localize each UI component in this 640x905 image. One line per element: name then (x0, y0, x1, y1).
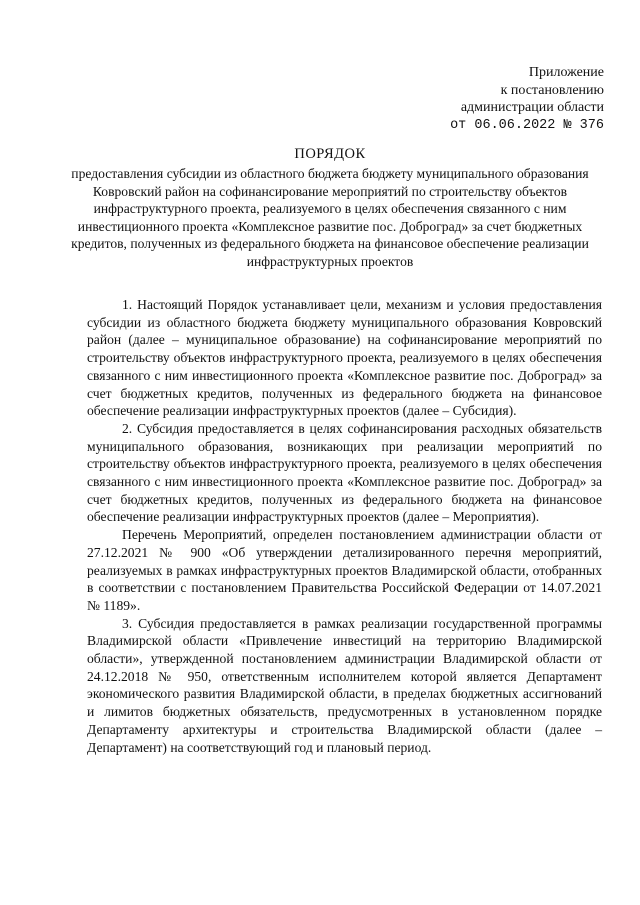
appendix-decree-number: от 06.06.2022 № 376 (450, 117, 604, 133)
document-subtitle: предоставления субсидии из областного бюджета бюджету муниципального образования Ковровский район на софинансирование мероприятий по строительству объектов инфраструктурного проекта, реализуемого в целях обеспечения связанного с ним инвестиционного проекта «Комплексное развитие пос. Доброград» за счет бюджетных кредитов, полученных из федерального бюджета на финансовое обеспечение реализации инфраструктурных проектов (71, 166, 589, 269)
paragraph-2: 2. Субсидия предоставляется в целях софинансирования расходных обязательств муниципального образования, возникающих при реализации мероприятий по строительству объектов инфраструктурного проекта, реализуемого в целях обеспечения связанного с ним инвестиционного проекта «Комплексное развитие пос. Доброград» за счет бюджетных кредитов, полученных из федерального бюджета на финансовое обеспечение реализации инфраструктурных проектов (далее – Мероприятия). (87, 420, 602, 525)
appendix-label: Приложение (528, 65, 604, 80)
paragraph-3: 3. Субсидия предоставляется в рамках реализации государственной программы Владимирской области «Привлечение инвестиций на территорию Владимирской области», утвержденной постановлением администрации Владимирской области от 24.12.2018 № 950, ответственным исполнителем которой является Департамент экономического развития Владимирской области, в пределах бюджетных ассигнований и лимитов бюджетных обязательств, предусмотренных в установленном порядке Департаменту архитектуры и строительства Владимирской области (далее – Департамент) на соответствующий год и плановый период. (87, 615, 602, 755)
paragraph-list-of-measures: Перечень Мероприятий, определен постановлением администрации области от 27.12.2021 № 900 «Об утверждении детализированного перечня мероприятий, реализуемых в рамках инфраструктурных проектов Владимирской области, отобранных в соответствии с постановлением Правительства Российской Федерации от 14.07.2021 № 1189». (87, 527, 602, 613)
appendix-reference: к постановлению (500, 82, 604, 98)
title-block (60, 145, 600, 271)
document-title: ПОРЯДОК (294, 146, 366, 162)
document-body (87, 296, 602, 756)
appendix-authority: администрации области (460, 100, 604, 115)
appendix-header (450, 64, 604, 134)
paragraph-1: 1. Настоящий Порядок устанавливает цели, механизм и условия предоставления субсидии из областного бюджета бюджету муниципального образования Ковровский район (далее – муниципальное образование) на софинансирование мероприятий по строительству объектов инфраструктурного проекта, реализуемого в целях обеспечения связанного с ним инвестиционного проекта «Комплексное развитие пос. Доброград» за счет бюджетных кредитов, полученных из федерального бюджета на финансовое обеспечение реализации инфраструктурных проектов (далее – Субсидия). (87, 297, 602, 419)
